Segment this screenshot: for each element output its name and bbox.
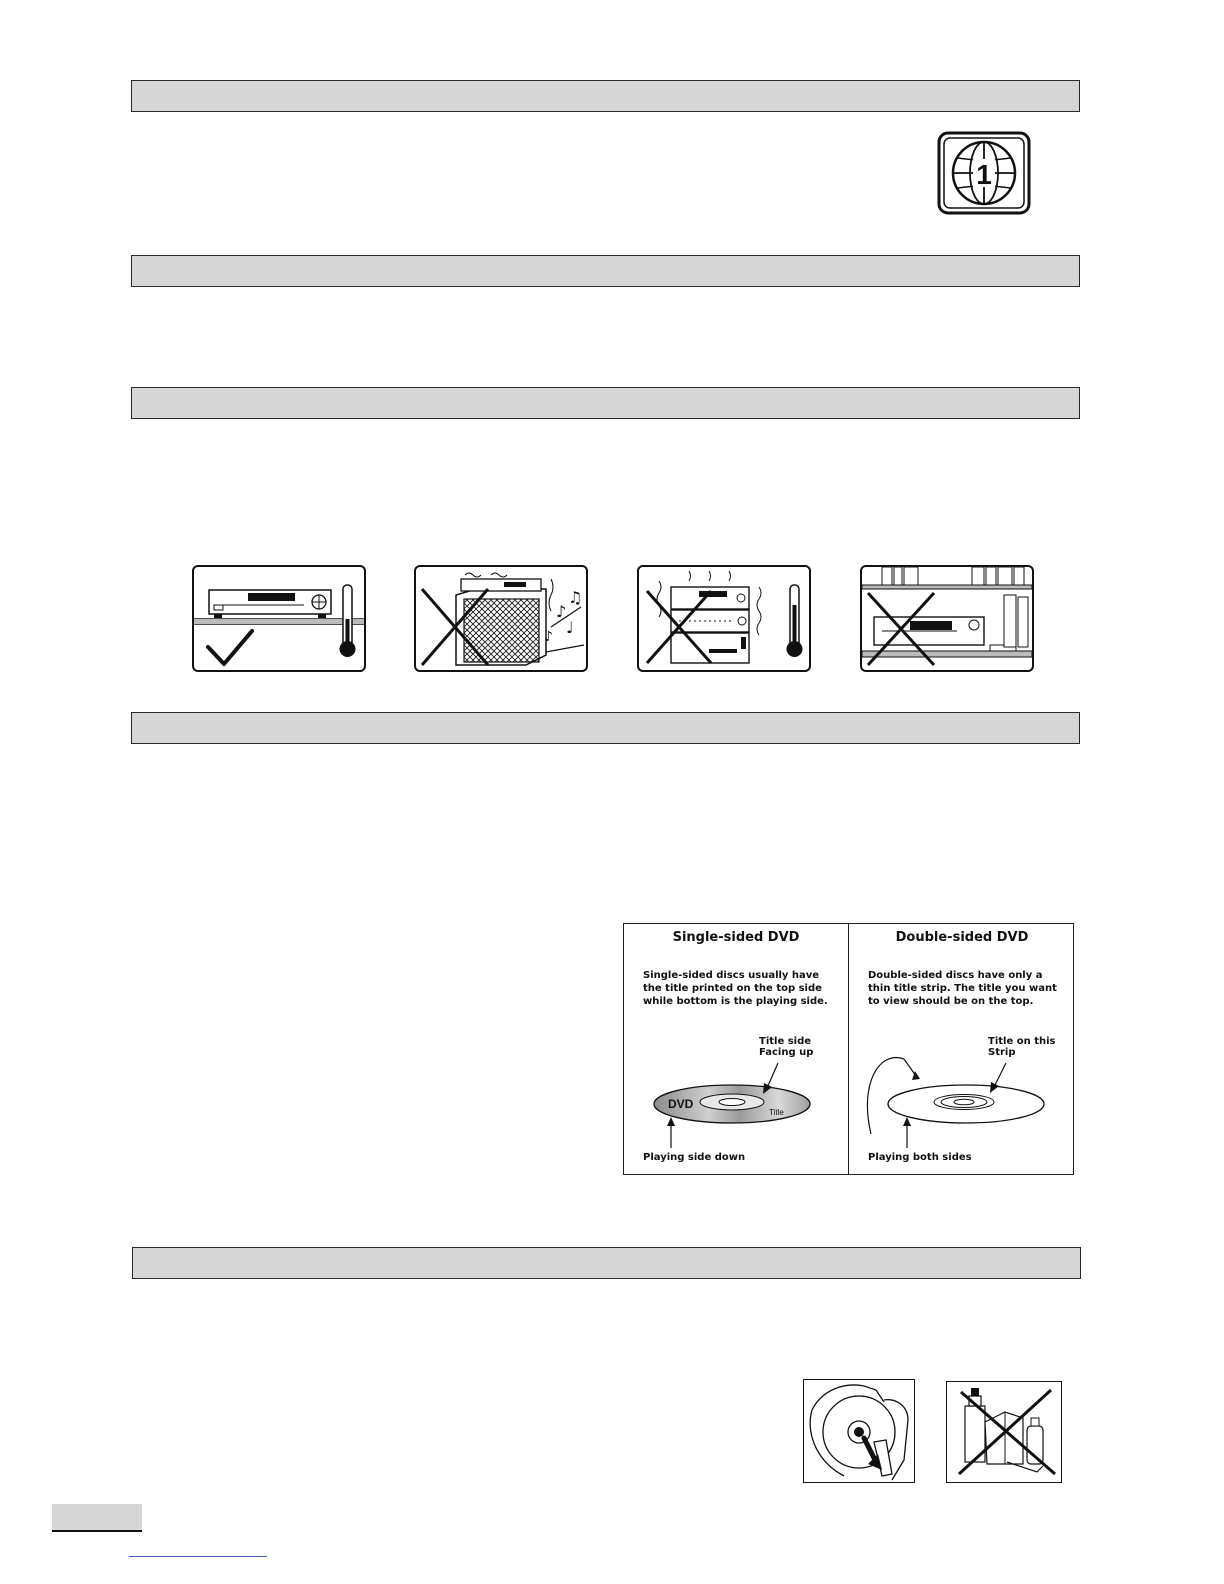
single-sided-label-facing-up: Facing up bbox=[759, 1047, 814, 1058]
svg-text:♪: ♪ bbox=[544, 629, 553, 645]
disc-text-title: Title bbox=[769, 1108, 784, 1117]
svg-text:♫: ♫ bbox=[568, 588, 583, 607]
svg-text:♪: ♪ bbox=[556, 602, 567, 621]
placement-ok-illustration bbox=[192, 565, 366, 672]
double-sided-title: Double-sided DVD bbox=[895, 930, 1029, 945]
placement-enclosed-shelf-illustration bbox=[860, 565, 1034, 672]
single-sided-title: Single-sided DVD bbox=[672, 930, 800, 945]
section-header-bar-4 bbox=[131, 712, 1080, 744]
double-sided-label-strip: Strip bbox=[988, 1047, 1016, 1058]
double-sided-label-title-on-this: Title on this bbox=[988, 1036, 1056, 1047]
double-sided-description: Double-sided discs have only a thin title strip. The title you want to view should be on the top. bbox=[868, 970, 1057, 1007]
section-header-bar-1 bbox=[131, 80, 1080, 112]
placement-heat-stack-illustration bbox=[637, 565, 811, 672]
single-sided-label-playing-side: Playing side down bbox=[643, 1152, 746, 1163]
section-header-bar-3 bbox=[131, 387, 1080, 419]
disc-text-dvd: DVD bbox=[668, 1097, 694, 1111]
single-sided-description: Single-sided discs usually have the title printed on the top side while bottom is the playing side. bbox=[643, 970, 828, 1007]
region-number: 1 bbox=[976, 159, 992, 190]
disc-type-diagram bbox=[623, 923, 1074, 1175]
section-header-bar-5 bbox=[132, 1247, 1081, 1279]
single-sided-label-title-side: Title side bbox=[759, 1036, 812, 1047]
double-sided-disc-icon bbox=[849, 1054, 1075, 1154]
disc-cleaning-illustration bbox=[803, 1379, 915, 1483]
region-code-icon bbox=[937, 131, 1031, 215]
single-sided-disc-icon bbox=[624, 1054, 848, 1154]
placement-speaker-vibration-illustration bbox=[414, 565, 588, 672]
section-header-bar-2 bbox=[131, 255, 1080, 287]
svg-text:♩: ♩ bbox=[566, 618, 574, 637]
double-sided-label-playing-both: Playing both sides bbox=[868, 1152, 972, 1163]
no-solvents-illustration bbox=[946, 1381, 1062, 1483]
page-number-box bbox=[52, 1504, 142, 1532]
footer-link-underline bbox=[129, 1556, 267, 1557]
